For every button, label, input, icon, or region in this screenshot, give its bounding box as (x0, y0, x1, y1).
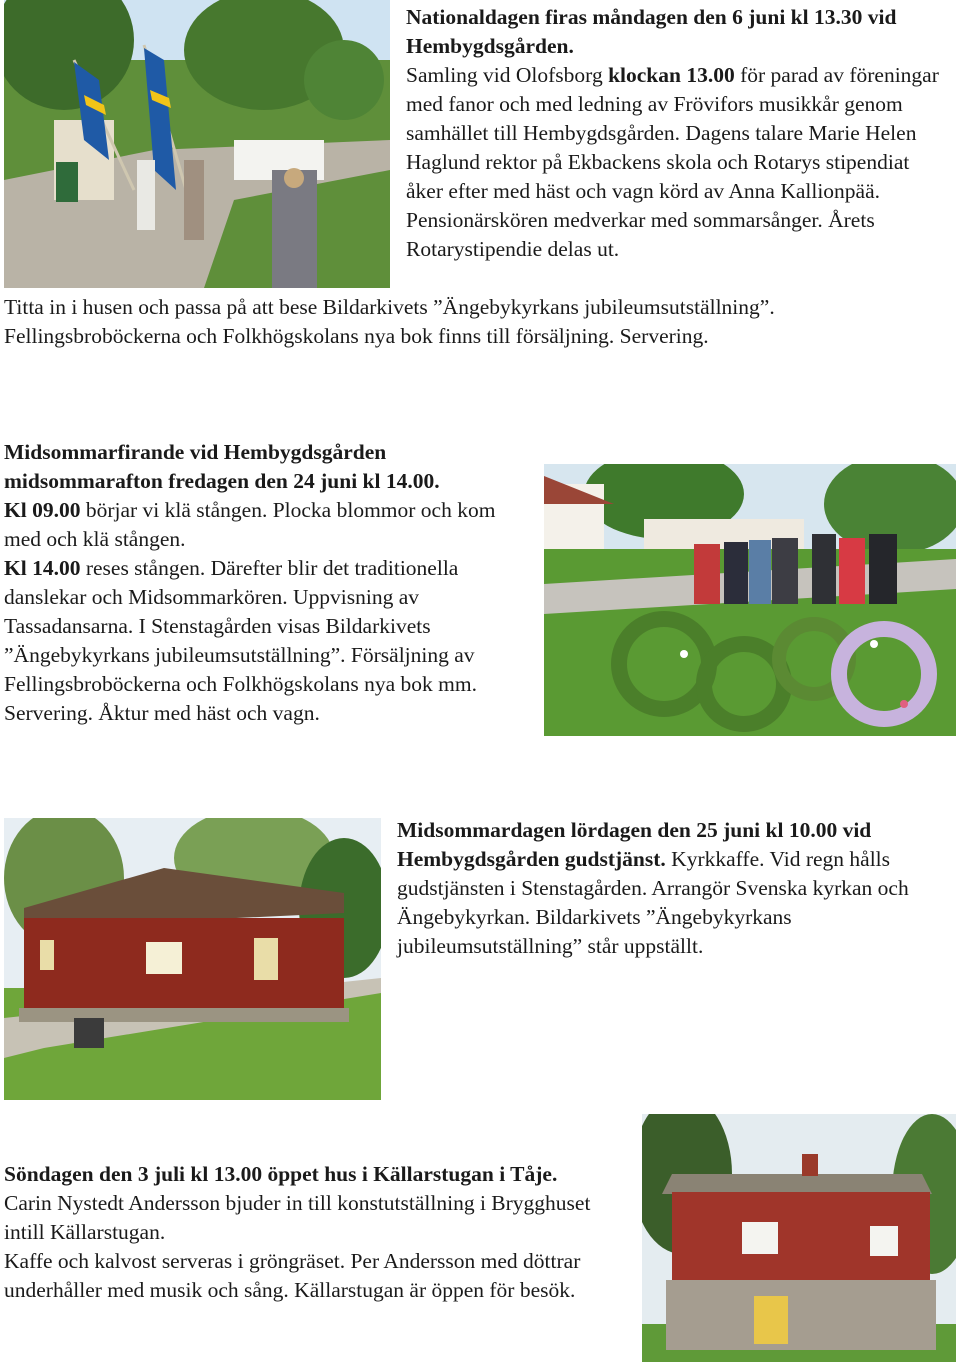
kallarstugan-line-1: Carin Nystedt Andersson bjuder in till konstutställning i Brygghuset intill Källarstugan. (4, 1191, 591, 1244)
parade-photo (4, 0, 390, 288)
kallarstugan-line-2: Kaffe och kalvost serveras i gröngräset. Per Andersson med döttrar underhåller med musik och sång. Källarstugan är öppen för besök. (4, 1249, 581, 1302)
midsommardagen-body: Kyrkkaffe. Vid regn hålls gudstjänsten i Stenstagården. Arrangör Svenska kyrkan och Ängebykyrkan. Bildarkivets ”Ängebykyrkans jubileumsutställning” står uppställt. (397, 847, 909, 958)
kallarstugan-heading: Söndagen den 3 juli kl 13.00 öppet hus i Källarstugan i Tåje. (4, 1162, 558, 1186)
hembygdsgarden-house-photo (4, 818, 381, 1100)
nationaldagen-text-2 (4, 293, 924, 351)
kallarstugan-text (4, 1160, 619, 1305)
nationaldagen-lead-time: klockan 13.00 (608, 63, 735, 87)
nationaldagen-body-2: Titta in i husen och passa på att bese Bildarkivets ”Ängebykyrkans jubileumsutställning”. Fellingsbroböckerna och Folkhögskolans nya bok finns till försäljning. Servering. (4, 295, 775, 348)
midsommarafton-text (4, 438, 524, 728)
midsommardagen-heading: Midsommardagen lördagen den 25 juni kl 10.00 vid Hembygdsgården gudstjänst. (397, 818, 872, 871)
nationaldagen-heading: Nationaldagen firas måndagen den 6 juni kl 13.30 vid Hembygdsgården. (406, 5, 897, 58)
nationaldagen-text (406, 3, 946, 264)
midsommar-group-photo (544, 464, 956, 736)
midsommarafton-heading: Midsommarfirande vid Hembygdsgården midsommarafton fredagen den 24 juni kl 14.00. (4, 440, 440, 493)
midsommarafton-text-2: reses stången. Därefter blir det traditionella danslekar och Midsommarkören. Uppvisning av Tassadansarna. I Stenstagården visas Bildarkivets ”Ängebykyrkans jubileumsutställning”. Försäljning av Fellingsbroböckerna och Folkhögskolans nya bok mm. Servering. Åktur med häst och vagn. (4, 556, 477, 725)
midsommardagen-text (397, 816, 937, 961)
nationaldagen-body: för parad av föreningar med fanor och med ledning av Frövifors musikkår genom samhället till Hembygdsgården. Dagens talare Marie Helen Haglund rektor på Ekbackens skola och Rotarys stipendiat åker efter med häst och vagn körd av Anna Kallionpää. Pensionärskören medverkar med sommarsånger. Årets Rotarystipendie delas ut. (406, 63, 939, 261)
midsommarafton-text-1: börjar vi klä stången. Plocka blommor och kom med och klä stången. (4, 498, 496, 551)
nationaldagen-lead: Samling vid Olofsborg (406, 63, 609, 87)
kallarstugan-photo (642, 1114, 956, 1362)
midsommarafton-time-1: Kl 09.00 (4, 498, 81, 522)
midsommarafton-time-2: Kl 14.00 (4, 556, 81, 580)
